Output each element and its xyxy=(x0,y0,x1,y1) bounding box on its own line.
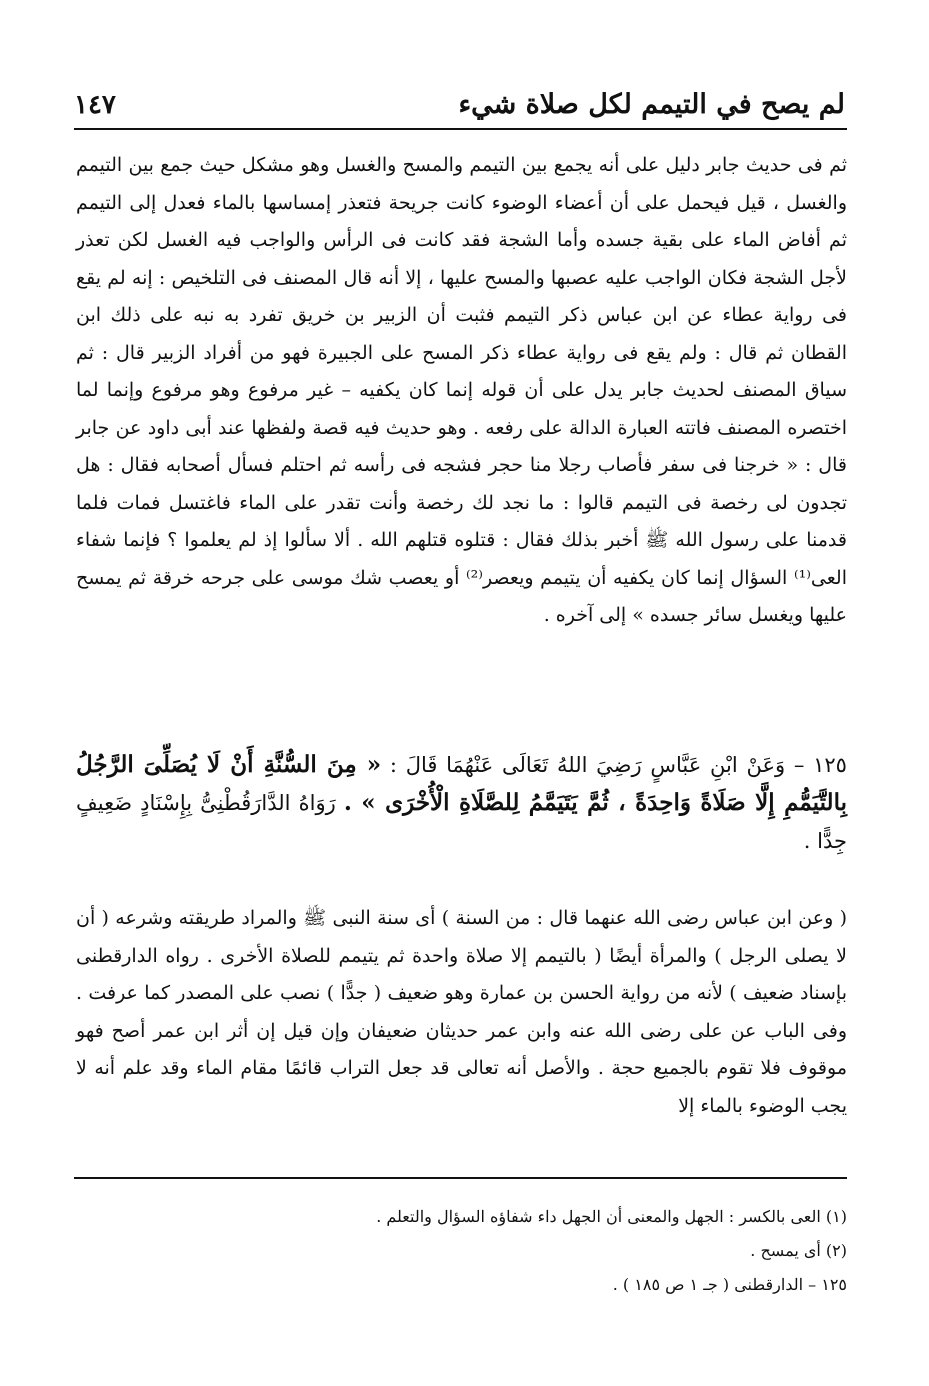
footnote-2: (٢) أى يمسح . xyxy=(750,1241,847,1260)
hadith-number: ١٢٥ – xyxy=(793,753,847,777)
footnote-source: ١٢٥ – الدارقطنى ( جـ ١ ص ١٨٥ ) . xyxy=(612,1275,847,1294)
commentary-block-1 xyxy=(76,147,847,635)
commentary-paragraph: ثم فى حديث جابر دليل على أنه يجمع بين التيمم والمسح والغسل وهو مشكل حيث جمع بين التيمم والغسل ، قيل فيحمل على أن أعضاء الوضوء كانت جريحة فتعذر إمساسها بالماء فعدل إلى التيمم ثم أفاض الماء على بقية جسده وأما الشجة فقد كانت فى الرأس والواجب فيه الغسل لكن تعذر لأجل الشجة فكان الواجب عليه عصبها والمسح عليها ، إلا أنه قال المصنف فى التلخيص : إنه لم يقع فى رواية عطاء عن ابن عباس ذكر التيمم فثبت أن الزبير بن خريق تفرد به نبه على ذلك ابن القطان ثم قال : ولم يقع فى رواية عطاء ذكر المسح على الجبيرة فهو من أفراد الزبير قال : ثم سياق المصنف لحديث جابر يدل على أن قوله إنما كان يكفيه – غير مرفوع وهو مرفوع وإنما لما اختصره المصنف فاتته العبارة الدالة على رفعه . وهو حديث فيه قصة ولفظها عند أبى داود عن جابر قال : « خرجنا فى سفر فأصاب رجلا منا حجر فشجه فى رأسه ثم احتلم فسأل أصحابه فقال : هل تجدون لى رخصة فى التيمم قالوا : ما نجد لك رخصة وأنت تقدر على الماء فاغتسل فمات فلما قدمنا على رسول الله ﷺ أخبر بذلك فقال : قتلوه قتلهم الله . ألا سألوا إذ لم يعلموا ؟ فإنما شفاء العى⁽¹⁾ السؤال إنما كان يكفيه أن يتيمم ويعصر⁽²⁾ أو يعصب شك موسى على جرحه خرقة ثم يمسح عليها ويغسل سائر جسده » إلى آخره . xyxy=(76,154,847,626)
footnote-1: (١) العى بالكسر : الجهل والمعنى أن الجهل داء شفاؤه السؤال والتعلم . xyxy=(376,1207,847,1226)
hadith-text: « مِنَ السُّنَّةِ أَنْ لَا يُصَلِّىَ الرَّجُلُ بِالتَّيَمُّمِ إِلَّا صَلَاةً وَاحِدَةً ، ثُمَّ يَتَيَمَّمُ لِلصَّلَاةِ الْأُخْرَى » . xyxy=(76,751,847,816)
commentary-block-2 xyxy=(76,900,847,1125)
running-header xyxy=(74,70,845,120)
hadith-block xyxy=(76,746,847,860)
running-title: لم يصح في التيمم لكل صلاة شيء xyxy=(458,89,845,120)
header-rule xyxy=(74,128,847,130)
hadith-intro: وَعَنْ ابْنِ عَبَّاسٍ رَضِيَ اللهُ تَعَالَى عَنْهُمَا قَالَ : xyxy=(389,753,786,777)
footnote-rule xyxy=(74,1177,847,1179)
footnotes xyxy=(76,1200,847,1302)
hadith-source: رَوَاهُ الدَّارَقُطْنِىُّ بِإِسْنَادٍ ضَعِيفٍ جِدًّا . xyxy=(76,791,847,853)
page-number: ١٤٧ xyxy=(74,90,116,120)
commentary-paragraph: ( وعن ابن عباس رضى الله عنهما قال : من السنة ) أى سنة النبى ﷺ والمراد طريقته وشرعه ( أن لا يصلى الرجل ) والمرأة أيضًا ( بالتيمم إلا صلاة واحدة ثم يتيمم للصلاة الأخرى . رواه الدارقطنى بإسناد ضعيف ) لأنه من رواية الحسن بن عمارة وهو ضعيف ( جدًّا ) نصب على المصدر كما عرفت . وفى الباب عن على رضى الله عنه وابن عمر حديثان ضعيفان وإن قيل إن أثر ابن عمر أصح فهو موقوف فلا تقوم بالجميع حجة . والأصل أنه تعالى قد جعل التراب قائمًا مقام الماء وقد علم أنه لا يجب الوضوء بالماء إلا xyxy=(76,907,847,1117)
hadith-paragraph xyxy=(76,746,847,860)
